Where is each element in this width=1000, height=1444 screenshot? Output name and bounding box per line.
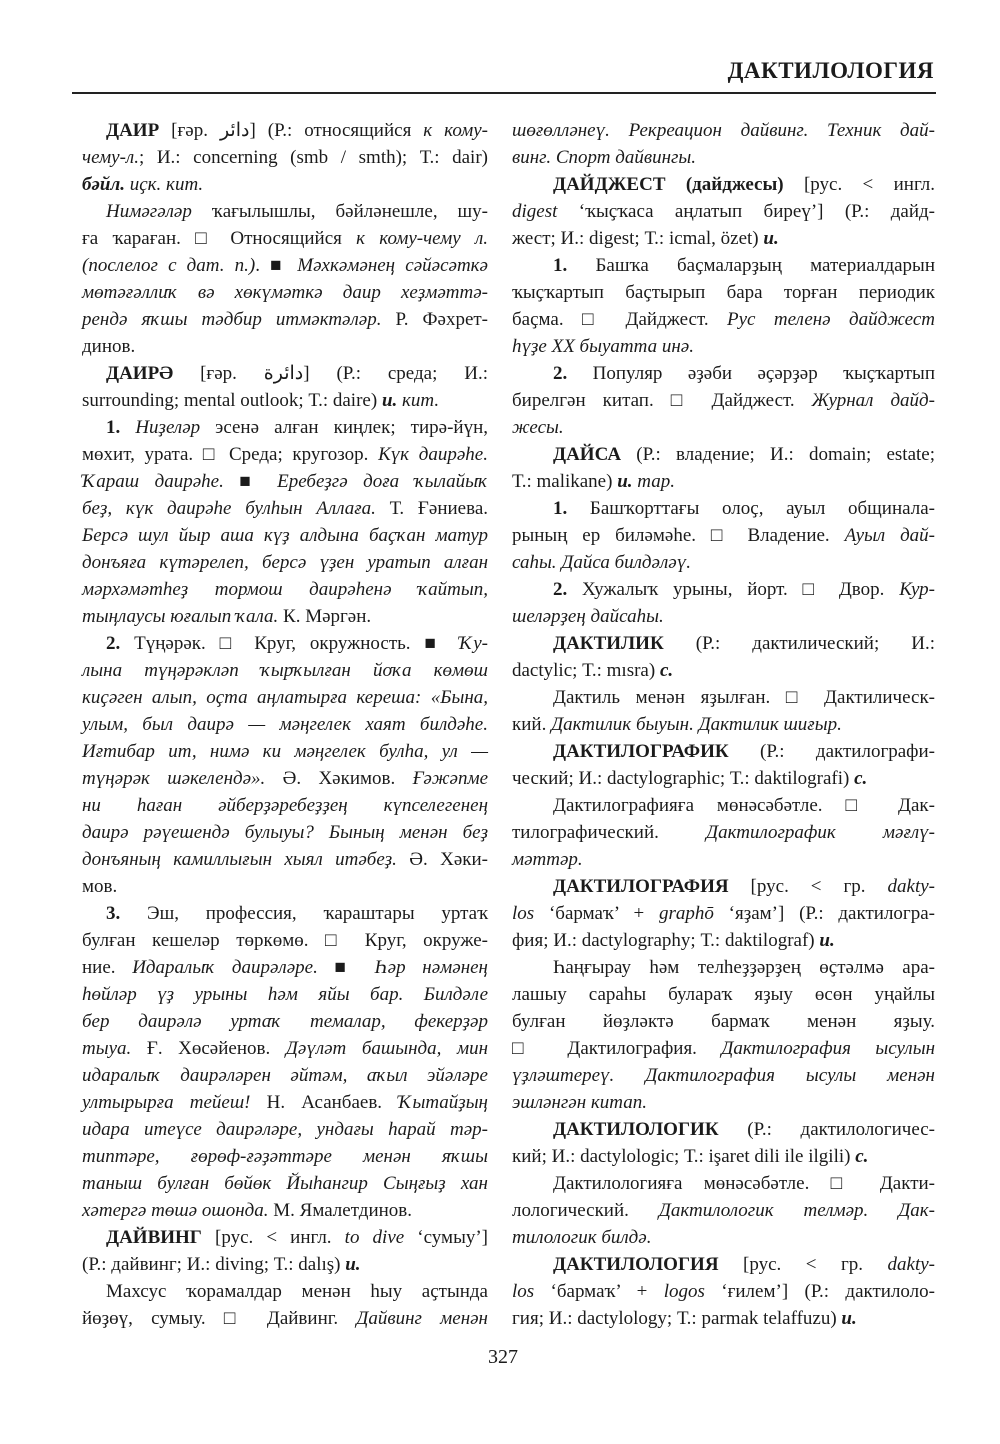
text-line <box>512 954 935 981</box>
headword: ДАКТИЛОЛОГИЯ <box>553 1254 719 1275</box>
body-text: ‘ғилем’] (Р.: дактилоло- <box>704 1281 935 1302</box>
body-text: Р. Фәхрет- <box>381 309 489 330</box>
grammar-label: и. <box>617 471 633 492</box>
italic-text: Рус теленә дайджест <box>727 309 936 330</box>
body-text: ‘бармаҡ’ + <box>534 903 659 924</box>
dictionary-paragraph <box>82 630 488 900</box>
body-text: [ғәр. دائر] (Р.: относящийся <box>159 120 424 141</box>
italic-text: бер даирәлә уртаҡ темалар, фекерҙәр <box>82 1011 488 1032</box>
body-text: рының ер биләмәһе. □ Владение. <box>512 525 845 546</box>
grammar-label: с. <box>854 768 868 789</box>
italic-text: тар. <box>637 471 675 492</box>
body-text: мөхит, урата. □ Среда; кругозор. <box>82 444 379 465</box>
text-line <box>82 441 488 468</box>
body-text: фия; И.: dactylography; Т.: daktilograf) <box>512 930 820 951</box>
text-line <box>82 144 488 171</box>
right-column <box>512 117 935 1332</box>
body-text: (Р.: дактилический; И.: <box>663 633 935 654</box>
dictionary-paragraph <box>82 198 488 360</box>
body-text: йөҙөү, сумыу. □ Дайвинг. <box>82 1308 357 1329</box>
italic-text: graphō <box>658 903 714 924</box>
italic-text: хәтергә төшә ошонда. <box>82 1200 269 1221</box>
italic-text: los <box>512 903 535 924</box>
grammar-label: бәйл. <box>82 174 125 195</box>
body-text: (Р.: дактилографи- <box>728 741 935 762</box>
text-line <box>512 873 935 900</box>
dictionary-paragraph <box>512 1251 935 1332</box>
text-line <box>512 1035 935 1062</box>
italic-text: киҫәген алып, оҫта аңлатырға кереша: «Бына, <box>82 687 488 708</box>
body-text: Башҡа баҫмаларҙың материалдарын <box>567 255 935 276</box>
italic-text: шөғөлләнеү. Рекреацион дайвинг. Техник дай- <box>512 120 935 141</box>
body-text: [рус. < гр. <box>728 876 888 897</box>
text-line <box>512 495 935 522</box>
italic-text: Журнал дайд- <box>811 390 935 411</box>
body-text: ческий; И.: dactylographic; Т.: daktilografi) <box>512 768 855 789</box>
text-line <box>512 387 935 414</box>
body-text <box>120 417 135 438</box>
italic-text: dakty- <box>887 1254 935 1275</box>
italic-text: Ҡараш даирәһе. <box>82 471 224 492</box>
text-line <box>82 198 488 225</box>
text-line <box>82 981 488 1008</box>
body-text: М. Ямалетдинов. <box>268 1200 413 1221</box>
headword: ДАИРӘ <box>106 363 174 384</box>
italic-text: Нимәгәләр <box>106 201 192 222</box>
body-text: ‘бармаҡ’ + <box>534 1281 664 1302</box>
body-text: мов. <box>82 876 118 897</box>
headword: ДАЙСА <box>553 444 622 465</box>
headword: ДАИР <box>106 120 160 141</box>
body-text: ■ <box>317 957 375 978</box>
dictionary-paragraph <box>82 117 488 198</box>
italic-text: к кому-чему л. <box>356 228 488 249</box>
text-line <box>82 360 488 387</box>
italic-text: ултырырға тейеш! <box>82 1092 251 1113</box>
italic-text: Ҡу- <box>458 633 488 654</box>
text-line <box>82 387 488 414</box>
italic-text: Мәхкәмәнең сәйәсәткә <box>297 255 488 276</box>
text-line <box>512 198 935 225</box>
body-text: surrounding; mental outlook; Т.: daire) <box>82 390 382 411</box>
italic-text: саһы. Дайса билдәләү. <box>512 552 691 573</box>
text-line <box>82 927 488 954</box>
text-line <box>82 657 488 684</box>
dictionary-paragraph <box>512 576 935 630</box>
dictionary-paragraph <box>82 1224 488 1278</box>
text-line <box>82 603 488 630</box>
text-line <box>512 144 935 171</box>
text-line <box>82 819 488 846</box>
body-text: лологический. <box>512 1200 659 1221</box>
text-line <box>82 1008 488 1035</box>
italic-text: лына түңәрәкләп ҡырҡылған йоҡа көмөш <box>82 660 488 681</box>
body-text: dactylic; Т.: mısra) <box>512 660 660 681</box>
italic-text: жесы. <box>512 417 564 438</box>
text-line <box>512 711 935 738</box>
body-text: кий; И.: dactylologic; Т.: işaret dili ile ilgili) <box>512 1146 856 1167</box>
italic-text: улым, был даирә — мәңгелек хаят билдәһе. <box>82 714 488 735</box>
text-line <box>82 1089 488 1116</box>
italic-text: шеләрҙең дайсаһы. <box>512 606 664 627</box>
body-text: ■ <box>223 471 278 492</box>
body-text: ҡағылышлы, бәйләнешле, шу- <box>191 201 488 222</box>
text-line <box>82 1224 488 1251</box>
left-column <box>82 117 488 1332</box>
italic-text: Иғтибар ит, нимә ки мәңгелек булһа, ул — <box>82 741 488 762</box>
body-text: Т. Ғәниева. <box>375 498 489 519</box>
text-line <box>512 1062 935 1089</box>
body-text: [рус. < ингл. <box>783 174 936 195</box>
italic-text: Дактилографик мәғлү- <box>706 822 935 843</box>
italic-text: беҙ, күк даирәһе булһын Аллаға. <box>82 498 376 519</box>
italic-text: dakty- <box>887 876 935 897</box>
body-text: (Р.: владение; И.: domain; estate; <box>621 444 935 465</box>
body-text: булған кешеләр төркөмө. □ Круг, окруже- <box>82 930 488 951</box>
text-line <box>82 1170 488 1197</box>
italic-text: ни һаған әйберҙәребеҙҙең күпселегенең <box>82 795 488 816</box>
running-head: ДАКТИЛОЛОГИЯ <box>727 58 934 83</box>
text-line <box>82 846 488 873</box>
text-line <box>512 630 935 657</box>
italic-text: даирә рәүешендә булыуы? Бының менән беҙ <box>82 822 488 843</box>
dictionary-paragraph <box>512 630 935 684</box>
italic-text: Ҡытайҙың <box>398 1092 488 1113</box>
italic-text: Кур- <box>899 579 935 600</box>
headword: ДАЙДЖЕСТ (дайджесы) <box>553 174 784 195</box>
body-text: □ Дактилография. <box>512 1038 722 1059</box>
body-text: Ә. Хәкимов. <box>265 768 413 789</box>
dictionary-paragraph <box>512 252 935 360</box>
text-line <box>82 468 488 495</box>
italic-text: to dive <box>344 1227 405 1248</box>
dictionary-paragraph <box>82 1278 488 1332</box>
body-text: Ә. Хәки- <box>396 849 489 870</box>
headword: ДАЙВИНГ <box>106 1227 202 1248</box>
text-line <box>82 684 488 711</box>
italic-text: винг. Спорт дайвингы. <box>512 147 697 168</box>
italic-text: Берсә шул йыр аша күҙ алдына баҫҡан матур <box>82 525 488 546</box>
dictionary-paragraph <box>512 792 935 873</box>
italic-text: эшләнгән китап. <box>512 1092 647 1113</box>
body-text: ; И.: concerning (smb / smth); Т.: dair) <box>138 147 488 168</box>
italic-text: los <box>512 1281 535 1302</box>
body-text: К. Мәргән. <box>278 606 372 627</box>
text-line <box>82 873 488 900</box>
dictionary-paragraph <box>512 171 935 252</box>
text-line <box>82 522 488 549</box>
italic-text: таныш булған бөйөк Йыһангир Сыңғыҙ хан <box>82 1173 488 1194</box>
text-line <box>512 1143 935 1170</box>
dictionary-paragraph <box>82 414 488 630</box>
body-text: баҫма. □ Дайджест. <box>512 309 728 330</box>
dictionary-paragraph <box>512 495 935 576</box>
italic-text: типтәре, ғөрөф-ғәҙәттәре менән яҡшы <box>82 1146 488 1167</box>
italic-text: Дәүләт башында, мин <box>285 1038 488 1059</box>
text-line <box>512 441 935 468</box>
dictionary-paragraph <box>512 954 935 1116</box>
dictionary-paragraph <box>82 900 488 1224</box>
text-line <box>82 576 488 603</box>
body-text: [ғәр. دائرة] (Р.: среда; И.: <box>173 363 488 384</box>
text-line <box>82 1278 488 1305</box>
text-line <box>512 1170 935 1197</box>
dictionary-paragraph <box>512 117 935 171</box>
text-line <box>512 1224 935 1251</box>
text-line <box>82 549 488 576</box>
text-line <box>512 360 935 387</box>
text-line <box>512 1197 935 1224</box>
grammar-label: и. <box>819 930 835 951</box>
text-line <box>82 171 488 198</box>
headword: ДАКТИЛИК <box>553 633 664 654</box>
dictionary-paragraph <box>512 738 935 792</box>
text-line <box>82 738 488 765</box>
header-rule <box>72 92 936 94</box>
italic-text: мөтәғәллиҡ вә хөкүмәткә даир хеҙмәттә- <box>82 282 488 303</box>
body-text: ‘сумыу’] <box>404 1227 489 1248</box>
text-line <box>512 117 935 144</box>
dictionary-paragraph <box>512 360 935 441</box>
body-text: лашыу сараһы булараҡ яҙыу өсөн уңайлы <box>512 984 935 1005</box>
text-line <box>512 1278 935 1305</box>
italic-text: идаралыҡ даирәләрен әйтәм, аҡыл эйәләре <box>82 1065 488 1086</box>
text-line <box>82 1062 488 1089</box>
italic-text: digest <box>512 201 558 222</box>
sense-number: 1. <box>553 498 568 519</box>
headword: ДАКТИЛОГРАФИК <box>553 741 729 762</box>
body-text: Ғ. Хөсәйенов. <box>131 1038 286 1059</box>
body-text: Дактиль менән яҙылған. □ Дактилическ- <box>553 687 935 708</box>
text-line <box>82 225 488 252</box>
text-line <box>512 1251 935 1278</box>
italic-text: иҫк. кит. <box>129 174 204 195</box>
italic-text: Һәр нәмәнең <box>374 957 488 978</box>
body-text: кий. <box>512 714 552 735</box>
body-text: ние. <box>82 957 133 978</box>
body-text: ‘ҡыҫҡаса аңлатып биреү’] (Р.: дайд- <box>557 201 935 222</box>
body-text: тилографический. <box>512 822 707 843</box>
text-line <box>512 1116 935 1143</box>
text-line <box>82 252 488 279</box>
sense-number: 1. <box>106 417 121 438</box>
italic-text: Дактилик быуын. Дактилик шиғыр. <box>551 714 842 735</box>
text-line <box>82 1197 488 1224</box>
body-text: (Р.: дактилологичес- <box>718 1119 935 1140</box>
text-line <box>512 414 935 441</box>
sense-number: 2. <box>553 579 568 600</box>
text-line <box>82 495 488 522</box>
italic-text: Дактилография ысулын <box>721 1038 935 1059</box>
text-line <box>512 171 935 198</box>
text-line <box>82 117 488 144</box>
body-text: булған йөҙләктә бармаҡ менән яҙыу. <box>512 1011 935 1032</box>
text-line <box>512 846 935 873</box>
text-line <box>512 468 935 495</box>
text-line <box>512 927 935 954</box>
headword: ДАКТИЛОГРАФИЯ <box>553 876 729 897</box>
text-line <box>512 576 935 603</box>
body-text: Башҡорттағы олоҫ, ауыл общинала- <box>567 498 935 519</box>
dictionary-paragraph <box>512 1170 935 1251</box>
text-line <box>82 1143 488 1170</box>
body-text: [рус. < гр. <box>718 1254 888 1275</box>
body-text: Түңәрәк. □ Круг, окружность. ■ <box>120 633 459 654</box>
body-text: . ■ <box>255 255 298 276</box>
text-line <box>82 954 488 981</box>
text-line <box>512 738 935 765</box>
dictionary-paragraph <box>512 684 935 738</box>
body-text: Һаңғырау һәм телһеҙҙәрҙең өҫтәлмә ара- <box>553 957 935 978</box>
text-line <box>512 549 935 576</box>
text-line <box>512 1089 935 1116</box>
body-text: ға ҡараған. □ Относящийся <box>82 228 357 249</box>
body-text: Эш, профессия, ҡараштары уртаҡ <box>120 903 488 924</box>
text-line <box>82 765 488 792</box>
italic-text: мәрхәмәтһеҙ тормош даирәһенә ҡайтып, <box>82 579 488 600</box>
text-line <box>512 900 935 927</box>
text-line <box>512 1008 935 1035</box>
grammar-label: с. <box>855 1146 869 1167</box>
text-line <box>82 1116 488 1143</box>
body-text: бирелгән китап. □ Дайджест. <box>512 390 812 411</box>
text-line <box>512 792 935 819</box>
italic-text: рендә яҡшы тәдбир итмәктәләр. <box>82 309 382 330</box>
text-line <box>512 333 935 360</box>
grammar-label: и. <box>841 1308 857 1329</box>
text-line <box>512 522 935 549</box>
text-line <box>512 306 935 333</box>
italic-text: Күк даирәһе. <box>378 444 488 465</box>
text-line <box>82 1305 488 1332</box>
text-line <box>82 711 488 738</box>
text-line <box>512 819 935 846</box>
grammar-label: и. <box>381 390 398 411</box>
text-line <box>512 252 935 279</box>
italic-text: түңәрәк шәкелендә». <box>82 768 266 789</box>
text-line <box>82 1251 488 1278</box>
page-number: 327 <box>488 1346 518 1368</box>
text-line <box>512 603 935 630</box>
body-text: Популяр әҙәби әҫәрҙәр ҡыҫҡартып <box>567 363 935 384</box>
italic-text: Идаралыҡ даирәләре. <box>132 957 318 978</box>
text-line <box>512 765 935 792</box>
dictionary-paragraph <box>512 1116 935 1170</box>
italic-text: Еребеҙгә доға ҡылайыҡ <box>277 471 488 492</box>
italic-text: үҙләштереү. Дактилография ысулы менән <box>512 1065 935 1086</box>
body-text: [рус. < ингл. <box>201 1227 345 1248</box>
italic-text: к кому- <box>423 120 488 141</box>
italic-text: мәттәр. <box>512 849 583 870</box>
text-line <box>82 279 488 306</box>
italic-text: чему-л. <box>82 147 139 168</box>
body-text: ‘яҙам’] (Р.: дактилогра- <box>713 903 935 924</box>
italic-text: Дактилологик телмәр. Дак- <box>658 1200 935 1221</box>
italic-text: донъяның камиллығын хыял итәбеҙ. <box>82 849 397 870</box>
text-line <box>82 1035 488 1062</box>
dictionary-paragraph <box>82 360 488 414</box>
italic-text: Ниҙеләр <box>135 417 201 438</box>
grammar-label: и. <box>345 1254 361 1275</box>
italic-text: кит. <box>402 390 440 411</box>
sense-number: 2. <box>553 363 568 384</box>
italic-text: (послелог с дат. п.) <box>82 255 256 276</box>
body-text: эсенә алған киңлек; тирә-йүн, <box>200 417 489 438</box>
italic-text: тилологик билдә. <box>512 1227 652 1248</box>
text-line <box>512 684 935 711</box>
italic-text: Ғәжәпме <box>412 768 488 789</box>
headword: ДАКТИЛОЛОГИК <box>553 1119 719 1140</box>
italic-text: һүҙе XX быуатта инә. <box>512 336 694 357</box>
grammar-label: с. <box>659 660 674 681</box>
text-line <box>82 414 488 441</box>
italic-text: идара итеүсе даирәләре, ундағы һарай тәр- <box>82 1119 488 1140</box>
body-text: Дактилологияға мөнәсәбәтле. □ Дакти- <box>553 1173 935 1194</box>
body-text: динов. <box>82 336 136 357</box>
italic-text: logos <box>663 1281 705 1302</box>
text-line <box>512 981 935 1008</box>
body-text: гия; И.: dactylology; Т.: parmak telaffuzu) <box>512 1308 842 1329</box>
body-text: Т.: malikane) <box>512 471 618 492</box>
body-text: Н. Асанбаев. <box>250 1092 399 1113</box>
italic-text: Ауыл дай- <box>844 525 936 546</box>
italic-text: донъяға күтәрелеп, берсә үҙен уратып алған <box>82 552 488 573</box>
body-text: Махсус ҡорамалдар менән һыу аҫтында <box>106 1281 488 1302</box>
italic-text: һөйләр үҙ урыны һәм яйы бар. Билдәле <box>82 984 488 1005</box>
text-line <box>82 792 488 819</box>
text-line <box>82 900 488 927</box>
body-text: жест; И.: digest; Т.: icmal, özet) <box>512 228 764 249</box>
sense-number: 3. <box>106 903 121 924</box>
grammar-label: и. <box>763 228 779 249</box>
text-line <box>512 279 935 306</box>
italic-text: Дайвинг менән <box>356 1308 488 1329</box>
body-text: Дактилографияға мөнәсәбәтле. □ Дак- <box>553 795 935 816</box>
body-text: (Р.: дайвинг; И.: diving; Т.: dalış) <box>82 1254 346 1275</box>
dictionary-paragraph <box>512 873 935 954</box>
sense-number: 1. <box>553 255 568 276</box>
sense-number: 2. <box>106 633 121 654</box>
italic-text: тыуа. <box>82 1038 132 1059</box>
text-line <box>512 1305 935 1332</box>
text-line <box>82 333 488 360</box>
italic-text: тыңлаусы юғалып ҡала. <box>82 606 279 627</box>
text-line <box>82 630 488 657</box>
body-text: ҡыҫҡартып баҫтырып бара торған периодик <box>512 282 935 303</box>
text-line <box>512 657 935 684</box>
text-line <box>512 225 935 252</box>
body-text: Хужалыҡ урыны, йорт. □ Двор. <box>567 579 900 600</box>
dictionary-paragraph <box>512 441 935 495</box>
text-line <box>82 306 488 333</box>
